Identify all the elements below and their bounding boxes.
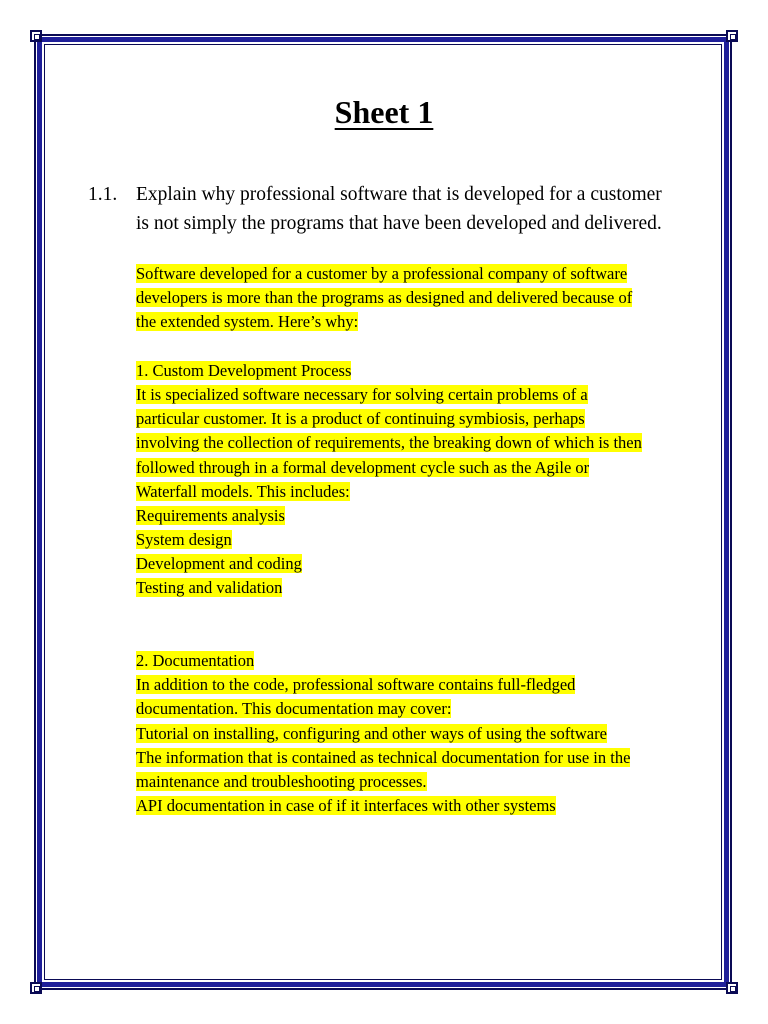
border-corner-bottom-right [726, 982, 738, 994]
answer-block [136, 262, 696, 818]
section-body-line: particular customer. It is a product of continuing symbiosis, perhaps [136, 409, 585, 429]
list-item: Tutorial on installing, configuring and other ways of using the software [136, 723, 607, 743]
spacer [136, 335, 696, 359]
page-title: Sheet 1 [334, 94, 434, 130]
answer-intro-line: developers is more than the programs as designed and delivered because of [136, 288, 633, 308]
list-item: The information that is contained as technical documentation for use in the [136, 747, 631, 767]
section-body-line: In addition to the code, professional software contains full-fledged [136, 675, 576, 695]
section-heading: 1. Custom Development Process [136, 360, 352, 380]
list-item: Testing and validation [136, 578, 283, 598]
spacer [136, 601, 696, 625]
border-corner-bottom-left [30, 982, 42, 994]
spacer [136, 625, 696, 649]
section-heading: 2. Documentation [136, 651, 255, 670]
section-body-line: It is specialized software necessary for solving certain problems of a [136, 384, 588, 404]
list-item: Development and coding [136, 554, 302, 574]
section-body-line: involving the collection of requirements, the breaking down of which is then [136, 433, 642, 453]
section-body-line: followed through in a formal development cycle such as the Agile or [136, 457, 590, 477]
question-number: 1.1. [88, 184, 118, 205]
border-corner-top-left [30, 30, 42, 42]
question-text [136, 180, 706, 238]
border-corner-top-right [726, 30, 738, 42]
question-line: Explain why professional software that is developed for a customer [136, 184, 662, 205]
answer-intro-line: the extended system. Here’s why: [136, 312, 359, 332]
list-item: System design [136, 530, 232, 550]
list-item: maintenance and troubleshooting processes. [136, 771, 427, 791]
section-body-line: documentation. This documentation may cover: [136, 699, 452, 719]
section-body-line: Waterfall models. This includes: [136, 481, 350, 501]
answer-intro-line: Software developed for a customer by a professional company of software [136, 264, 628, 283]
list-item: API documentation in case of if it interfaces with other systems [136, 796, 556, 816]
question-line: is not simply the programs that have been developed and delivered. [136, 213, 662, 234]
list-item: Requirements analysis [136, 505, 285, 525]
